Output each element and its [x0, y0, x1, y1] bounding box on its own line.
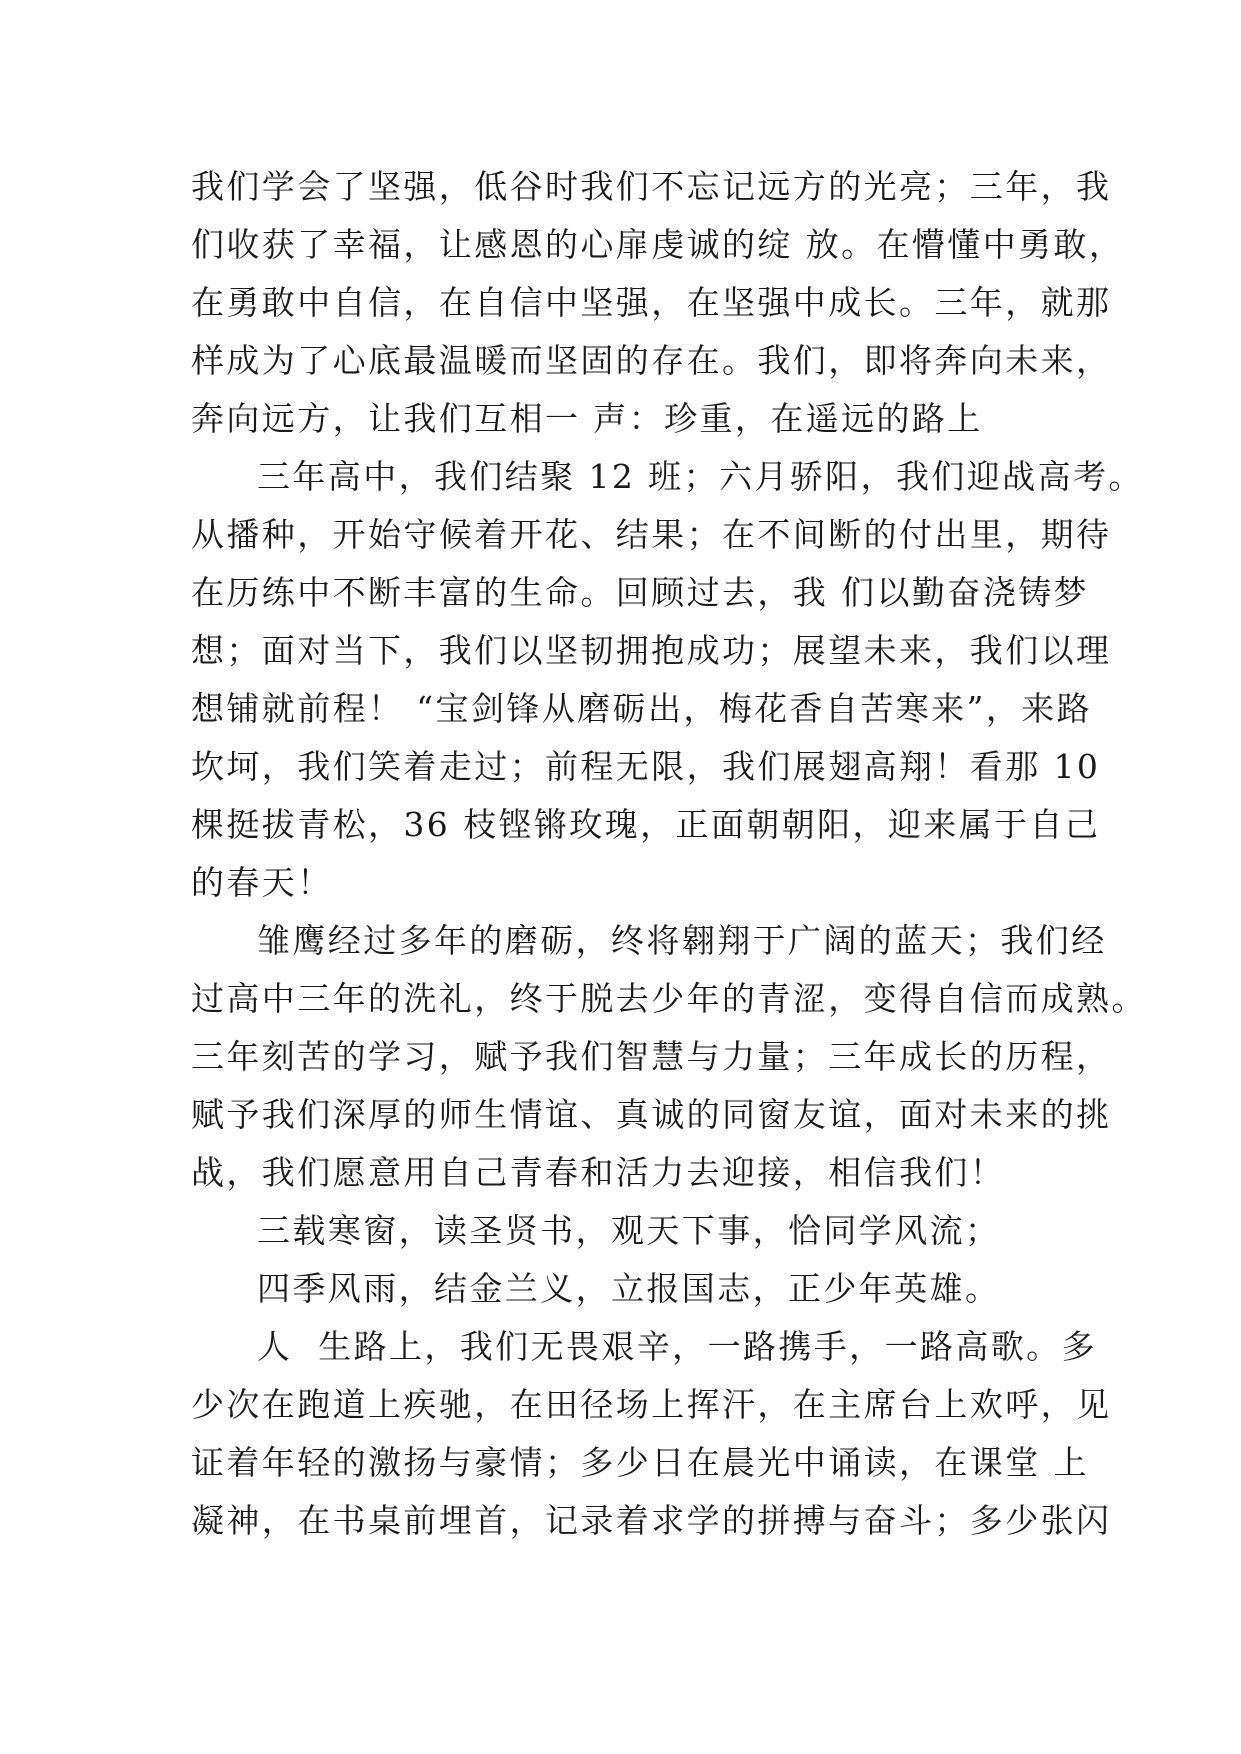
paragraph-first-line: 雏鹰经过多年的磨砺，终将翱翔于广阔的蓝天；我们经	[257, 921, 1107, 960]
text-line: 想铺就前程！ “宝剑锋从磨砺出，梅花香自苦寒来”，来路	[191, 689, 1093, 728]
text-line: 三年刻苦的学习，赋予我们智慧与力量；三年成长的历程，	[191, 1037, 1112, 1076]
couplet-line: 三载寒窗，读圣贤书，观天下事，恰同学风流；	[257, 1211, 1001, 1250]
text-line: 少次在跑道上疾驰，在田径场上挥汗，在主席台上欢呼，见	[191, 1385, 1112, 1424]
body-text	[191, 158, 1147, 1550]
couplet-line: 四季风雨，结金兰义，立报国志，正少年英雄。	[257, 1269, 1001, 1308]
text-line: 想；面对当下，我们以坚韧拥抱成功；展望未来，我们以理	[191, 631, 1112, 670]
text-line: 我们学会了坚强，低谷时我们不忘记远方的光亮；三年，我	[191, 167, 1112, 206]
paragraph-first-line: 三年高中，我们结聚 12 班；六月骄阳，我们迎战高考。	[257, 457, 1144, 496]
text-line: 在历练中不断丰富的生命。回顾过去，我 们以勤奋浇铸梦	[191, 573, 1089, 612]
text-line: 从播种，开始守候着开花、结果；在不间断的付出里，期待	[191, 515, 1112, 554]
text-line: 在勇敢中自信，在自信中坚强，在坚强中成长。三年，就那	[191, 283, 1112, 322]
text-line: 赋予我们深厚的师生情谊、真诚的同窗友谊，面对未来的挑	[191, 1095, 1112, 1134]
text-line: 过高中三年的洗礼，终于脱去少年的青涩，变得自信而成熟。	[191, 979, 1147, 1018]
text-line: 们收获了幸福，让感恩的心扉虔诚的绽 放。在懵懂中勇敢，	[191, 225, 1125, 264]
text-line: 战，我们愿意用自己青春和活力去迎接，相信我们！	[191, 1153, 1006, 1192]
text-line: 奔向远方，让我们互相一 声：珍重，在遥远的路上	[191, 399, 983, 438]
text-line: 坎坷，我们笑着走过；前程无限，我们展翅高翔！看那 10	[191, 747, 1101, 786]
text-line: 证着年轻的激扬与豪情；多少日在晨光中诵读，在课堂 上	[191, 1443, 1089, 1482]
text-line: 凝神，在书桌前埋首，记录着求学的拼搏与奋斗；多少张闪	[191, 1501, 1112, 1540]
text-line: 样成为了心底最温暖而坚固的存在。我们，即将奔向未来，	[191, 341, 1112, 380]
text-line: 棵挺拔青松，36 枝铿锵玫瑰，正面朝朝阳，迎来属于自己	[191, 805, 1101, 844]
text-line: 的春天！	[191, 863, 333, 902]
paragraph-first-line: 人 生路上，我们无畏艰辛，一路携手，一路高歌。多	[257, 1327, 1097, 1366]
